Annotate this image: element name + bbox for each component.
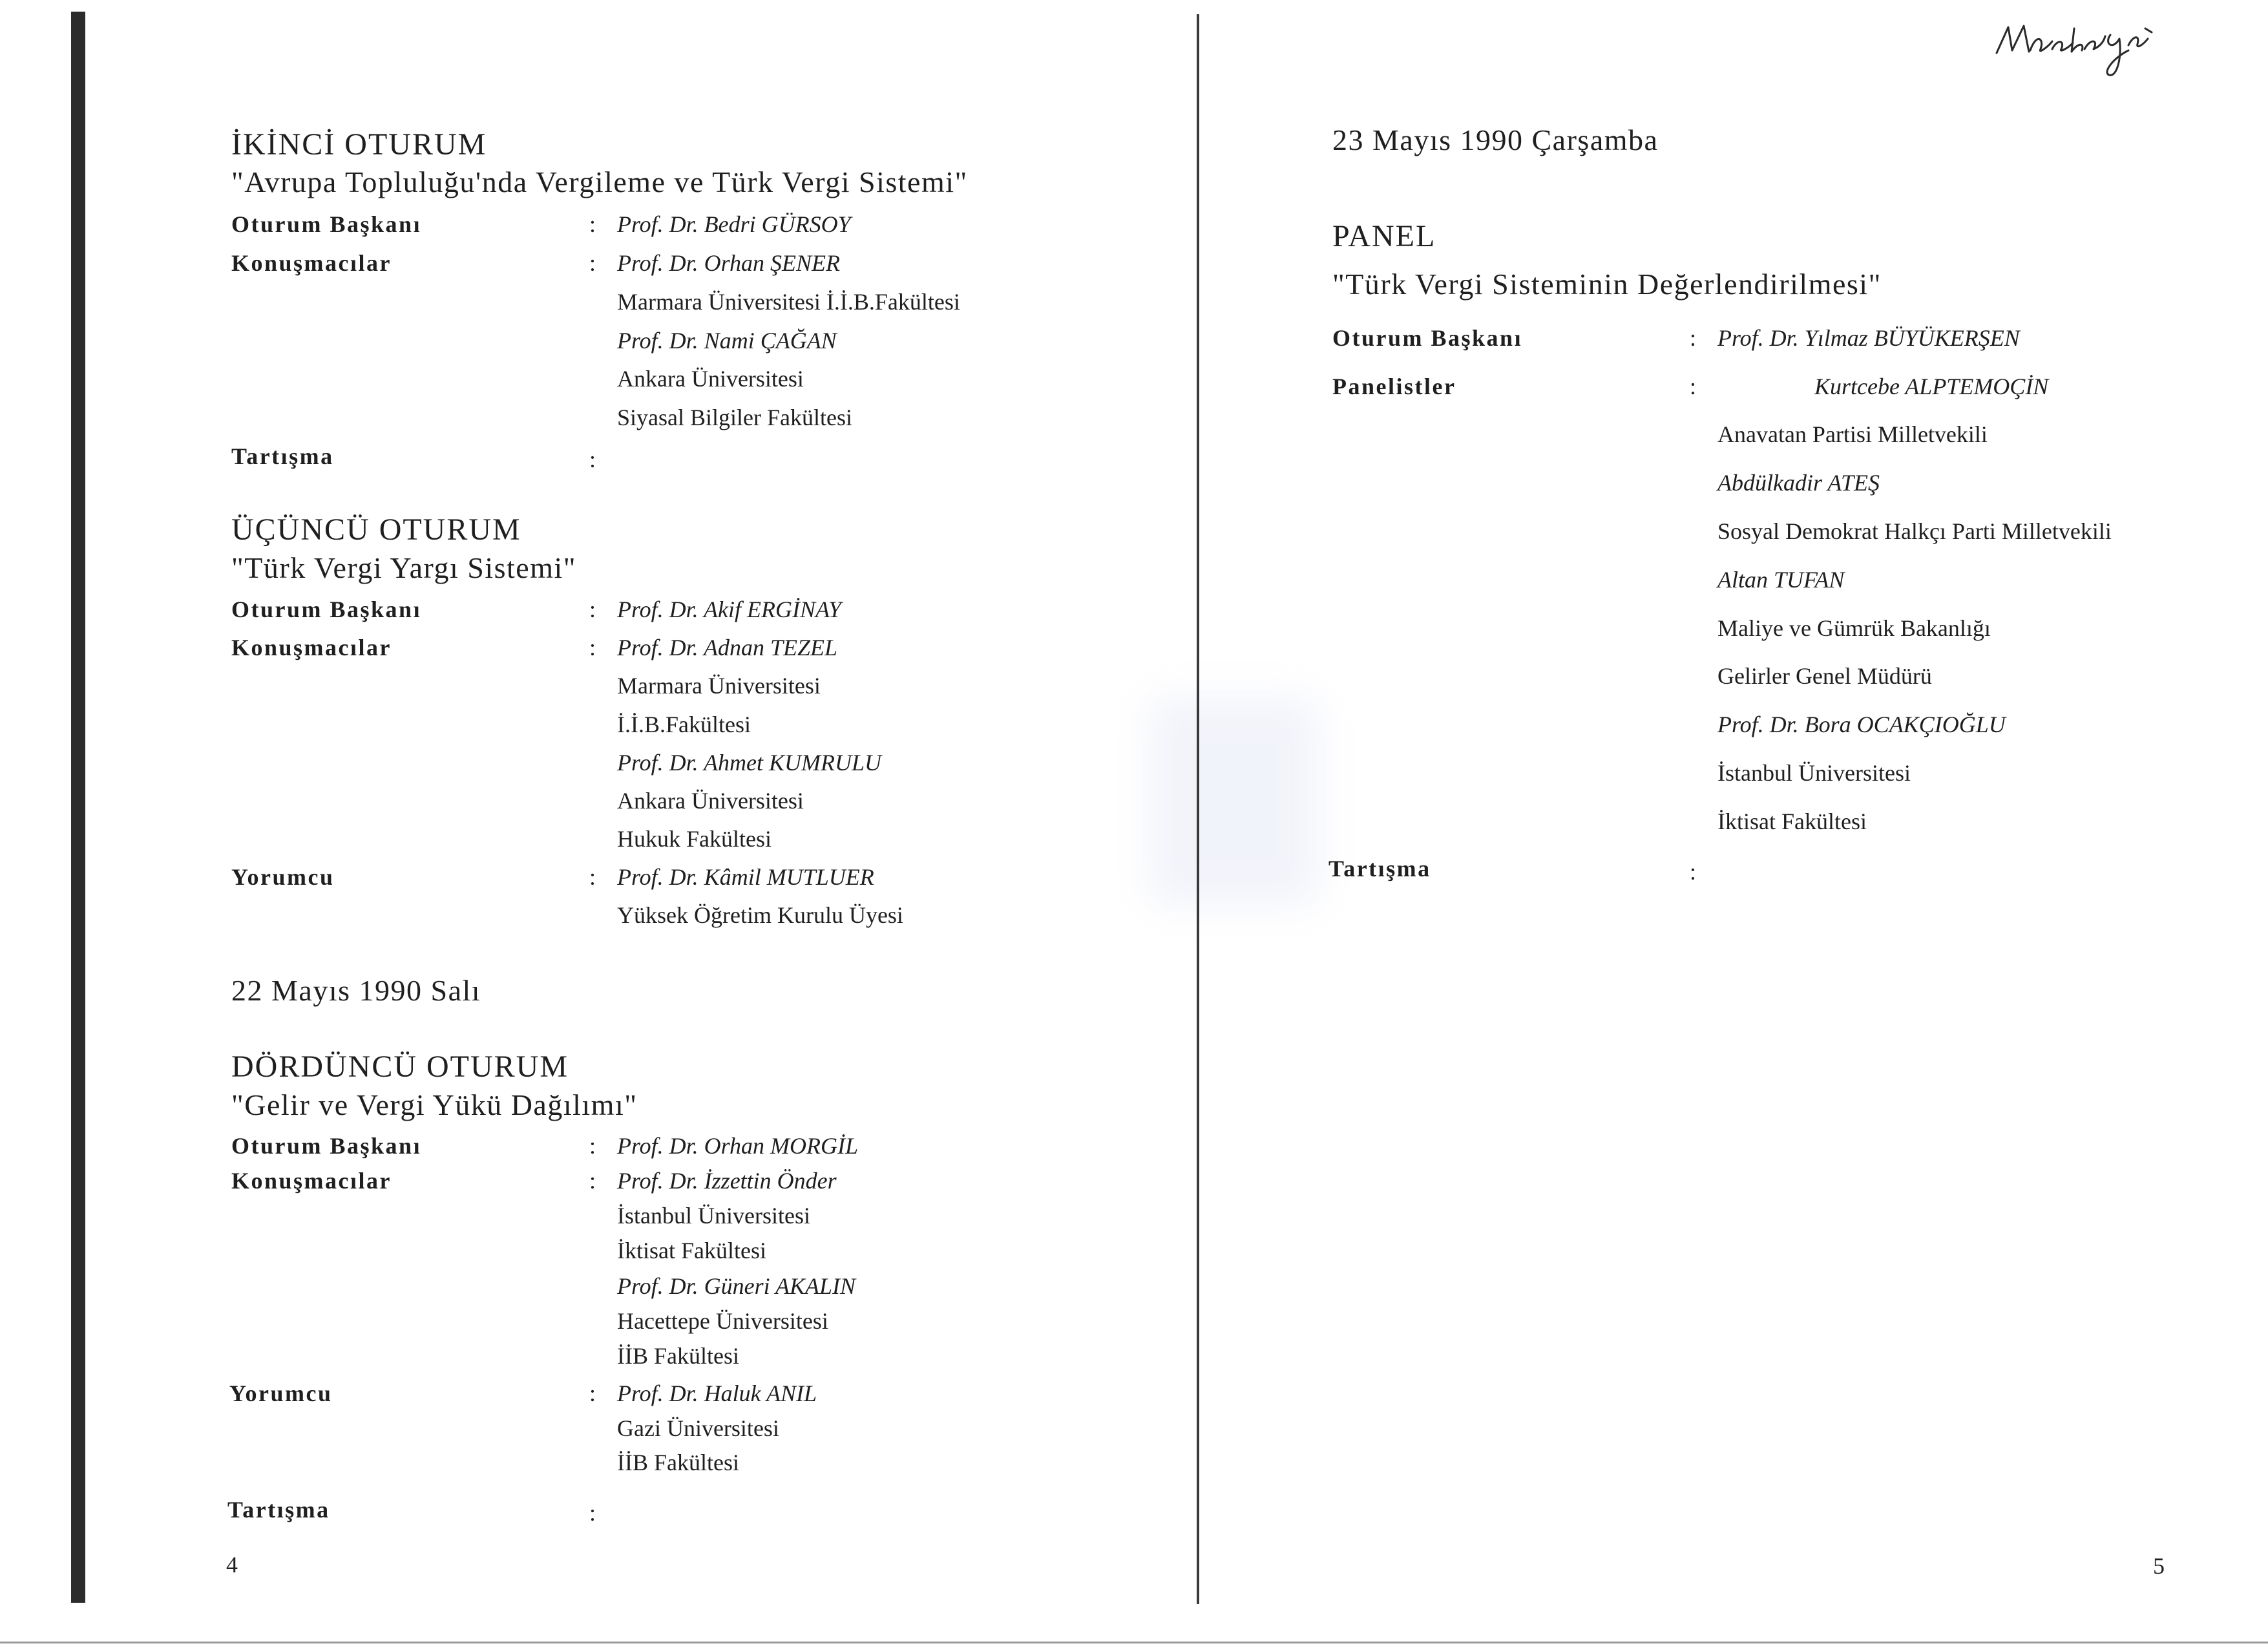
session3-commentator-line: Prof. Dr. Kâmil MUTLUER — [617, 864, 874, 890]
session4-commentator-line: Gazi Üniversitesi — [617, 1415, 779, 1441]
session4-chair-value: Prof. Dr. Orhan MORGİL — [617, 1133, 859, 1159]
panelist-line: Kurtcebe ALPTEMOÇİN — [1814, 374, 2049, 399]
colon: : — [1690, 325, 1697, 351]
page-number-left: 4 — [226, 1552, 238, 1578]
session4-speaker-line: İktisat Fakültesi — [617, 1238, 766, 1263]
panel-discussion-label: Tartışma — [1328, 856, 1431, 882]
session2-speakers-label: Konuşmacılar — [231, 250, 392, 276]
session3-speaker-line: Ankara Üniversitesi — [617, 788, 804, 814]
colon: : — [589, 250, 596, 276]
colon: : — [1690, 859, 1697, 885]
session2-title: "Avrupa Topluluğu'nda Vergileme ve Türk Vergi Sistemi" — [231, 165, 968, 198]
session3-speakers-label: Konuşmacılar — [231, 635, 392, 660]
session2-speaker-line: Siyasal Bilgiler Fakültesi — [617, 405, 852, 430]
page-fold-line — [1197, 14, 1199, 1604]
colon: : — [589, 211, 596, 237]
colon: : — [589, 1380, 596, 1406]
panel-heading: PANEL — [1332, 219, 1436, 253]
session4-commentator-line: Prof. Dr. Haluk ANIL — [617, 1380, 817, 1406]
session4-speaker-line: İİB Fakültesi — [617, 1343, 739, 1369]
panel-title: "Türk Vergi Sisteminin Değerlendirilmesi" — [1332, 268, 1882, 301]
colon: : — [589, 1500, 596, 1526]
session4-speaker-line: İstanbul Üniversitesi — [617, 1203, 810, 1229]
colon: : — [589, 635, 596, 660]
panelist-line: İstanbul Üniversitesi — [1717, 760, 1911, 786]
panelist-line: Prof. Dr. Bora OCAKÇIOĞLU — [1717, 712, 2006, 737]
session4-title: "Gelir ve Vergi Yükü Dağılımı" — [231, 1088, 638, 1121]
session4-discussion-label: Tartışma — [227, 1497, 330, 1523]
session4-speaker-line: Hacettepe Üniversitesi — [617, 1308, 828, 1334]
handwritten-signature — [1990, 13, 2178, 84]
colon: : — [589, 597, 596, 622]
session3-commentator-label: Yorumcu — [231, 864, 335, 890]
session3-speaker-line: Prof. Dr. Adnan TEZEL — [617, 635, 838, 660]
session2-heading: İKİNCİ OTURUM — [231, 127, 487, 162]
session4-commentator-line: İİB Fakültesi — [617, 1450, 739, 1475]
right-page — [1202, 0, 2268, 1648]
session2-chair-label: Oturum Başkanı — [231, 211, 422, 237]
session4-speaker-line: Prof. Dr. İzzettin Önder — [617, 1168, 837, 1194]
right-date: 23 Mayıs 1990 Çarşamba — [1332, 123, 1659, 156]
session2-chair-value: Prof. Dr. Bedri GÜRSOY — [617, 211, 851, 237]
panelist-line: Maliye ve Gümrük Bakanlığı — [1717, 615, 1991, 641]
session3-heading: ÜÇÜNCÜ OTURUM — [231, 512, 521, 547]
colon: : — [1690, 374, 1697, 399]
session2-speaker-line: Prof. Dr. Nami ÇAĞAN — [617, 328, 837, 354]
panelist-line: Sosyal Demokrat Halkçı Parti Milletvekili — [1717, 518, 2112, 544]
colon: : — [589, 447, 596, 472]
session4-heading: DÖRDÜNCÜ OTURUM — [231, 1050, 569, 1084]
session3-commentator-line: Yüksek Öğretim Kurulu Üyesi — [617, 902, 903, 928]
colon: : — [589, 1133, 596, 1159]
session2-speaker-line: Ankara Üniversitesi — [617, 366, 804, 392]
panelist-line: Gelirler Genel Müdürü — [1717, 663, 1932, 689]
session4-speaker-line: Prof. Dr. Güneri AKALIN — [617, 1273, 856, 1299]
panelist-line: Altan TUFAN — [1717, 567, 1845, 593]
panelist-line: Abdülkadir ATEŞ — [1717, 470, 1880, 496]
session2-speaker-line: Marmara Üniversitesi İ.İ.B.Fakültesi — [617, 289, 960, 315]
left-date: 22 Mayıs 1990 Salı — [231, 974, 481, 1007]
session3-speaker-line: İ.İ.B.Fakültesi — [617, 712, 751, 737]
session3-title: "Türk Vergi Yargı Sistemi" — [231, 551, 577, 584]
session3-speaker-line: Hukuk Fakültesi — [617, 826, 772, 852]
panelist-line: Anavatan Partisi Milletvekili — [1717, 421, 1988, 447]
session4-chair-label: Oturum Başkanı — [231, 1133, 422, 1159]
colon: : — [589, 864, 596, 890]
session3-speaker-line: Marmara Üniversitesi — [617, 673, 821, 699]
session3-chair-label: Oturum Başkanı — [231, 597, 422, 622]
session4-commentator-label: Yorumcu — [229, 1380, 333, 1406]
panel-chair-value: Prof. Dr. Yılmaz BÜYÜKERŞEN — [1717, 325, 2020, 351]
panelist-line: İktisat Fakültesi — [1717, 808, 1867, 834]
session2-speaker-line: Prof. Dr. Orhan ŞENER — [617, 250, 841, 276]
panel-chair-label: Oturum Başkanı — [1332, 325, 1523, 351]
session3-chair-value: Prof. Dr. Akif ERGİNAY — [617, 597, 842, 622]
panelists-label: Panelistler — [1332, 374, 1456, 399]
colon: : — [589, 1168, 596, 1194]
session2-discussion-label: Tartışma — [231, 443, 334, 469]
session3-speaker-line: Prof. Dr. Ahmet KUMRULU — [617, 750, 882, 776]
session4-speakers-label: Konuşmacılar — [231, 1168, 392, 1194]
page-number-right: 5 — [2153, 1553, 2165, 1579]
